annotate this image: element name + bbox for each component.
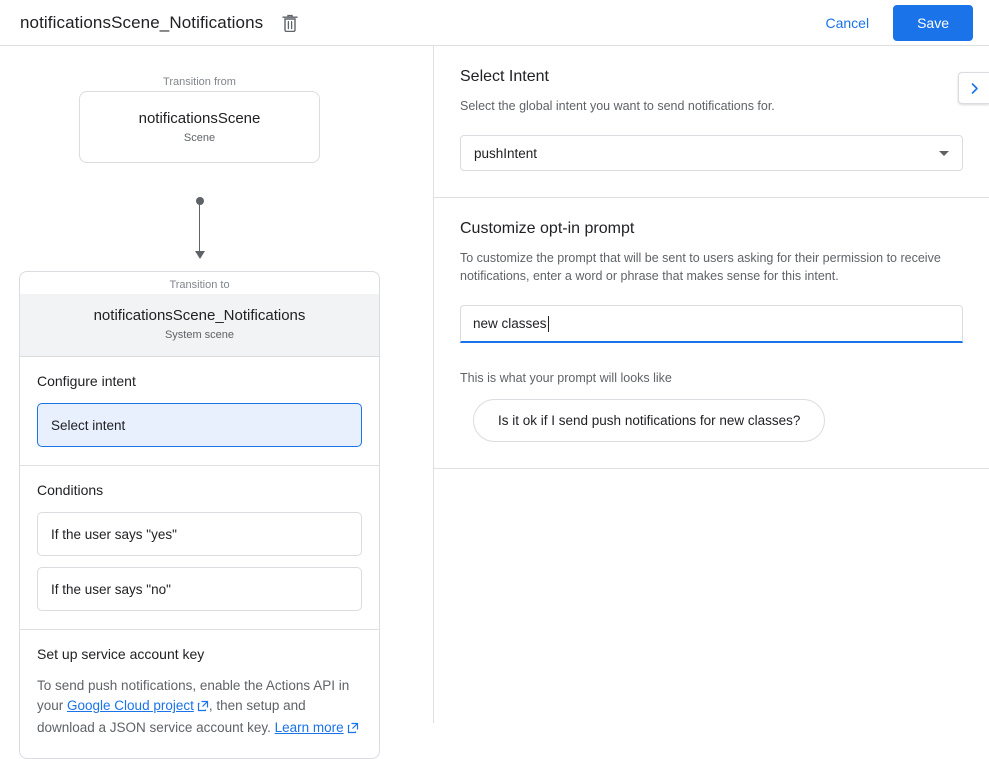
condition-item-no[interactable]: If the user says "no" (37, 567, 362, 611)
text-cursor (548, 316, 549, 332)
settings-pane (434, 46, 989, 723)
system-scene-type: System scene (164, 329, 235, 341)
optin-description: To customize the prompt that will be sent to users asking for their permission to receive notifications, enter a word or phrase that makes sense for this intent. (460, 251, 941, 283)
graph-pane (0, 46, 434, 735)
preview-label: This is what your prompt will looks like (460, 371, 672, 385)
page-title: notificationsScene_Notifications (20, 12, 264, 32)
connector-line (199, 201, 200, 253)
cancel-button[interactable]: Cancel (811, 7, 883, 39)
conditions-title: Conditions (37, 482, 104, 498)
external-link-icon-2 (347, 720, 359, 740)
select-intent-section (434, 46, 989, 198)
service-account-section (20, 630, 379, 758)
optin-prompt-section (434, 198, 989, 469)
chevron-down-icon (939, 151, 949, 156)
condition-item-yes[interactable]: If the user says "yes" (37, 512, 362, 556)
transition-from-node[interactable] (79, 76, 320, 163)
optin-phrase-input[interactable] (460, 305, 963, 343)
delete-button[interactable] (277, 10, 303, 36)
scene-node-type: Scene (183, 132, 216, 144)
transition-to-label: Transition to (169, 279, 230, 291)
main-content (0, 46, 989, 735)
external-link-icon (197, 698, 209, 718)
configure-intent-section (20, 357, 379, 466)
service-account-description (37, 676, 362, 740)
conditions-section (20, 466, 379, 630)
trash-icon (282, 14, 298, 32)
select-intent-chip[interactable]: Select intent (37, 403, 362, 447)
select-intent-title: Select Intent (460, 68, 549, 85)
service-account-title: Set up service account key (37, 646, 205, 662)
prompt-preview-bubble: Is it ok if I send push notifications for new classes? (473, 399, 825, 442)
intent-select-value: pushIntent (474, 145, 538, 161)
learn-more-link[interactable]: Learn more (274, 720, 344, 735)
optin-phrase-value: new classes (473, 316, 547, 331)
scene-node-box[interactable] (79, 91, 320, 163)
transition-to-card (19, 271, 380, 759)
system-scene-name: notificationsScene_Notifications (93, 307, 306, 324)
scene-node-name: notificationsScene (138, 110, 261, 127)
google-cloud-project-link[interactable]: Google Cloud project (67, 698, 194, 713)
configure-intent-title: Configure intent (37, 373, 136, 389)
intent-select[interactable] (460, 135, 963, 171)
top-bar (0, 0, 989, 46)
system-scene-header[interactable] (20, 294, 379, 357)
expand-panel-button[interactable] (958, 72, 989, 104)
chevron-right-icon (968, 82, 981, 95)
service-account-text-1: To send push notifications, enable the Actions API in your (37, 678, 350, 713)
optin-title: Customize opt-in prompt (460, 220, 635, 237)
transition-from-label: Transition from (163, 76, 236, 88)
service-account-text-2: , then setup and download a JSON service account key. (37, 698, 306, 735)
connector-arrow-icon (195, 251, 205, 259)
save-button[interactable]: Save (893, 5, 973, 41)
transition-connector (199, 197, 201, 259)
select-intent-description: Select the global intent you want to send notifications for. (460, 99, 775, 113)
